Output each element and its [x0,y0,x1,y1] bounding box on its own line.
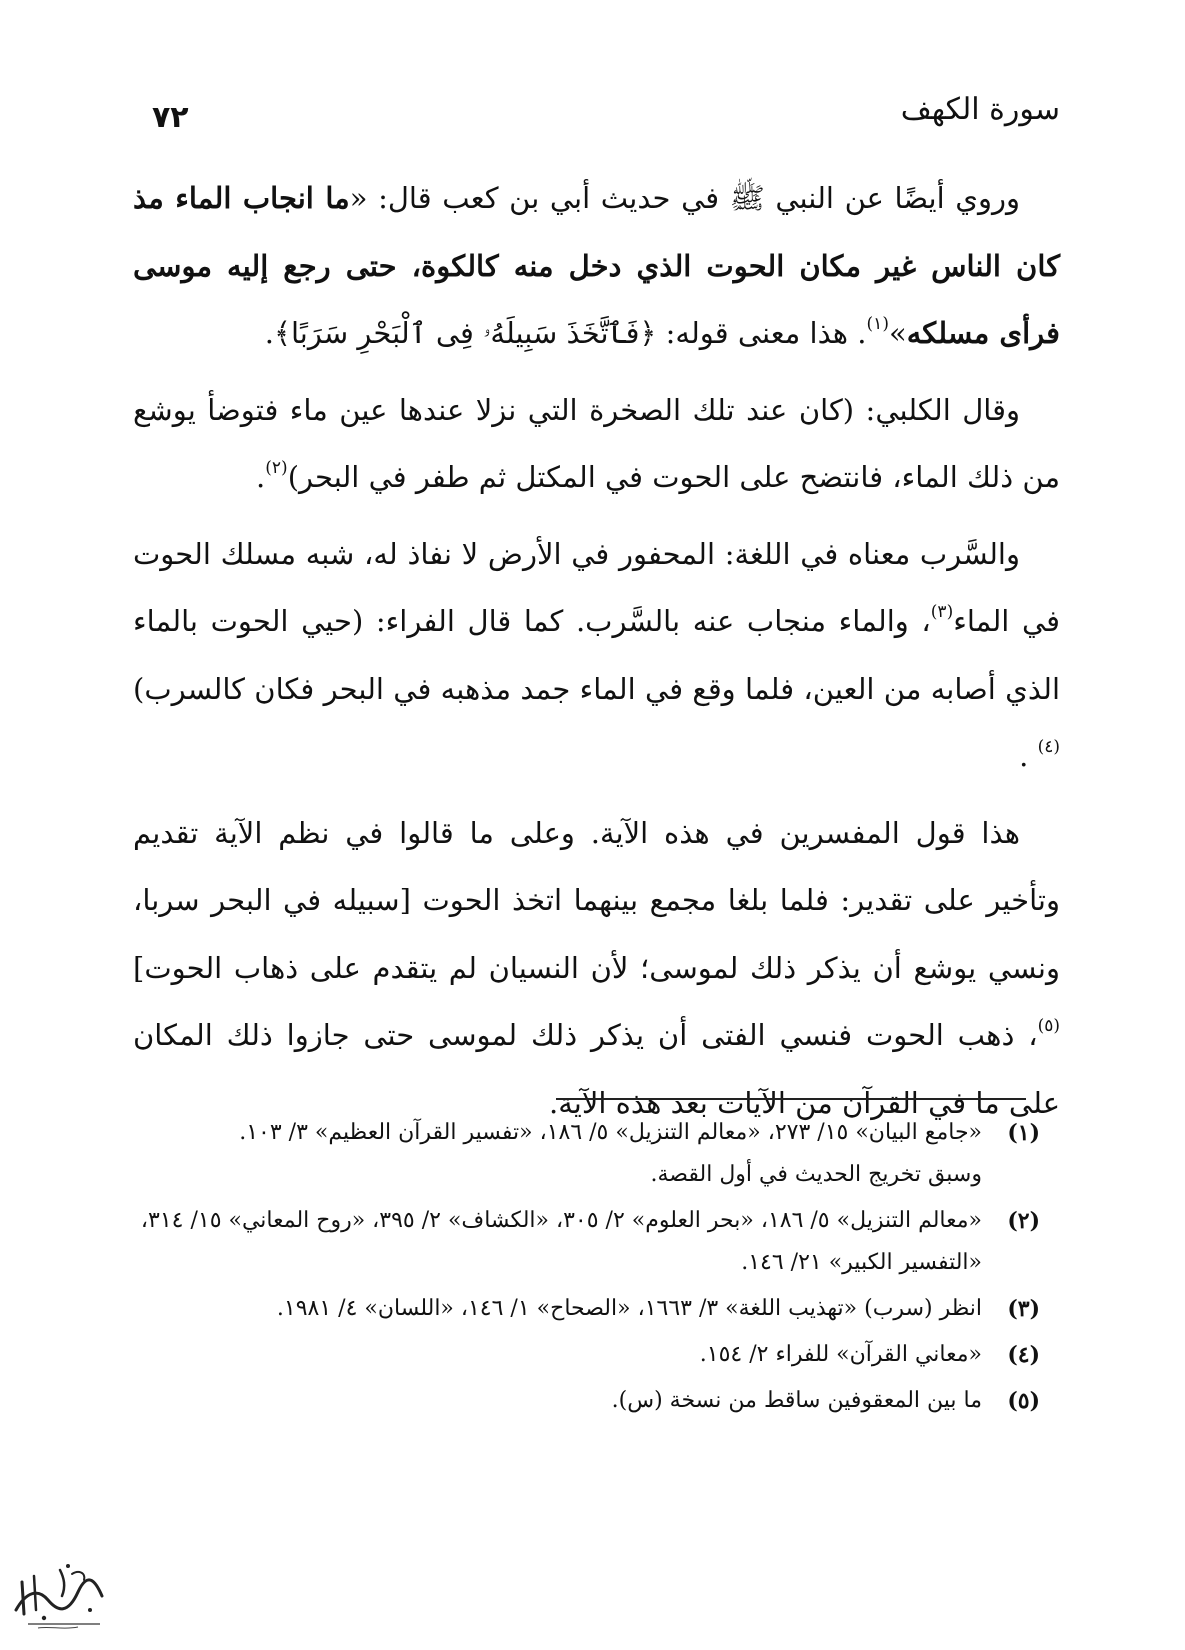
footnote-ref: (٤) [1037,737,1060,757]
footnote-ref: (١) [866,314,889,334]
footnote-text: «معاني القرآن» للفراء ٢/ ١٥٤. [699,1342,982,1367]
paragraph-text: . [264,316,274,350]
paragraph-text: وروي أيضًا عن النبي ﷺ في حديث أبي بن كعب قال: « [349,181,1021,215]
paragraph-text: . [1019,739,1038,773]
paragraph-text: وقال الكلبي: (كان عند تلك الصخرة التي نزلا عندها عين ماء فتوضأ يوشع من ذلك الماء، فانتضح على الحوت في المكتل ثم طفر في البحر) [133,392,1060,494]
paragraph [133,521,1060,791]
footnote-text: وسبق تخريج الحديث في أول القصة. [650,1162,982,1187]
paragraph-text: هذا قول المفسرين في هذه الآية. وعلى ما قالوا في نظم الآية تقديم وتأخير على تقدير: فلما بلغا مجمع بينهما اتخذ الحوت [سبيله في البحر سربا، ونسي يوشع أن يذكر ذلك لموسى؛ لأن النسيان لم يتقدم على ذهاب الحوت] [133,815,1060,985]
footnote-text: انظر (سرب) «تهذيب اللغة» ٣/ ١٦٦٣، «الصحاح» ١/ ١٤٦، «اللسان» ٤/ ١٩٨١. [276,1296,982,1321]
paragraph-text: والسَّرب معناه في اللغة: المحفور في الأرض لا نفاذ له، شبه مسلك الحوت في الماء [133,536,1060,638]
footnote [120,1334,1040,1376]
paragraph [133,800,1060,1138]
footnote-separator [556,1098,1026,1100]
footnote [120,1112,1040,1196]
footnote-text: «جامع البيان» ١٥/ ٢٧٣، «معالم التنزيل» ٥/ ١٨٦، «تفسير القرآن العظيم» ٣/ ١٠٣. [239,1120,982,1145]
calligraphy-stamp-logo [8,1552,108,1634]
paragraph [133,165,1060,368]
paragraph-text: . هذا معنى قوله: [656,316,867,350]
page-number: ٧٢ [152,100,189,135]
footnote-text: «معالم التنزيل» ٥/ ١٨٦، «بحر العلوم» ٢/ ٣٠٥، «الكشاف» ٢/ ٣٩٥، «روح المعاني» ١٥/ ٣١٤، «التفسير الكبير» ٢١/ ١٤٦. [140,1208,982,1275]
footnote [120,1200,1040,1284]
footnote-ref: (٥) [1037,1016,1060,1036]
paragraph [133,377,1060,512]
footnote-ref: (٢) [265,458,288,478]
main-text [133,165,1060,1146]
footnote-number: (٥) [1007,1388,1040,1414]
footnote-number: (١) [1007,1120,1040,1146]
paragraph-text: ، والماء منجاب عنه بالسَّرب. كما قال الفراء: (حيي الحوت بالماء الذي أصابه من العين، فلما وقع في الماء جمد مذهبه في البحر فكان كالسرب) [133,604,1060,706]
footnote-ref: (٣) [930,602,954,622]
paragraph-text: . [256,460,266,494]
running-title: سورة الكهف [900,92,1060,127]
footnote-text: ما بين المعقوفين ساقط من نسخة (س). [611,1388,982,1413]
page-header [140,92,1060,142]
footnote-number: (٢) [1007,1208,1040,1234]
footnote [120,1380,1040,1422]
footnotes [120,1112,1040,1426]
footnote-number: (٣) [1007,1296,1040,1322]
footnote-number: (٤) [1007,1342,1040,1368]
hadith-text: ما انجاب الماء مذ كان الناس غير مكان الحوت الذي دخل منه كالكوة، حتى رجع إليه موسى فرأى مسلكه [133,181,1060,350]
footnote [120,1288,1040,1330]
paragraph-text: ، ذهب الحوت فنسي الفتى أن يذكر ذلك لموسى حتى جازوا ذلك المكان على ما في القرآن من الآيات بعد هذه الآية. [133,1018,1060,1120]
paragraph-text: » [888,316,907,350]
quran-verse: ﴿فَٱتَّخَذَ سَبِيلَهُۥ فِى ٱلْبَحْرِ سَرَبًا﴾ [273,316,657,350]
